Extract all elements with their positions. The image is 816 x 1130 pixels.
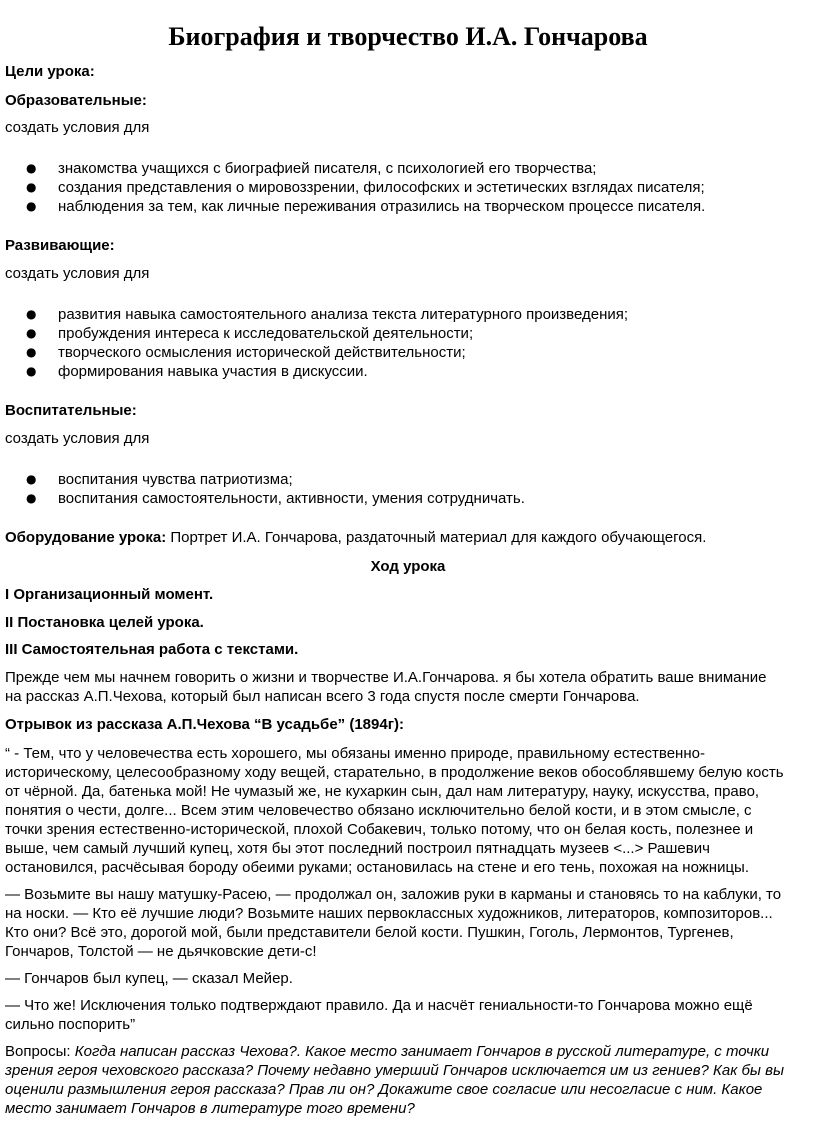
stage-heading: II Постановка целей урока.: [5, 614, 204, 631]
question-text: место занимает Гончаров в литературе того времени?: [5, 1100, 415, 1117]
list-item: знакомства учащихся с биографией писателя, с психологией его творчества;: [58, 160, 597, 177]
quote-line: понятия о чести, долге... Всем этим человечество обязано исключительно белой кости, и в этом смысле, с: [5, 802, 752, 819]
quote-line: остановился, расчёсывая бороду обеими руками; остановилась на стене и его тень, похожая на ножницы.: [5, 859, 749, 876]
bullet-icon: ●: [26, 161, 37, 175]
developing-intro: создать условия для: [5, 265, 150, 282]
equipment-label: Оборудование урока:: [5, 529, 167, 546]
question-text: зрения героя чеховского рассказа? Почему недавно умерший Гончаров исключается им из гениев? Как бы вы: [5, 1062, 784, 1079]
intro-line: Прежде чем мы начнем говорить о жизни и творчестве И.А.Гончарова. я бы хотела обратить ваше внимание: [5, 669, 767, 686]
quote-line: выше, чем самый лучший купец, хотя бы этот последний построил пятнадцать музеев <...> Рашевич: [5, 840, 710, 857]
intro-line: на рассказ А.П.Чехова, который был написан всего 3 года спустя после смерти Гончарова.: [5, 688, 640, 705]
questions-label: Вопросы:: [5, 1043, 75, 1060]
quote-line: точки зрения естественно-исторической, плохой Собакевич, только потому, что он белая кость, полезнее и: [5, 821, 754, 838]
quote-line: — Гончаров был купец, — сказал Мейер.: [5, 970, 293, 987]
question-text: оценили размышления героя рассказа? Прав ли он? Докажите свое согласие или несогласие с ним. Какое: [5, 1081, 763, 1098]
bullet-icon: ●: [26, 180, 37, 194]
question-text: Когда написан рассказ Чехова?. Какое место занимает Гончаров в русской литературе, с точки: [74, 1043, 770, 1060]
list-item: наблюдения за тем, как личные переживания отразились на творческом процессе писателя.: [58, 198, 706, 215]
quote-line: сильно поспорить”: [5, 1016, 136, 1033]
equipment-line: [5, 528, 706, 547]
excerpt-heading: Отрывок из рассказа А.П.Чехова “В усадьбе” (1894г):: [5, 716, 404, 733]
quote-line: от чёрной. Да, батенька мой! Не чумазый же, не кухаркин сын, дал нам литературу, науку, искусства, право,: [5, 783, 760, 800]
upbringing-intro: создать условия для: [5, 430, 150, 447]
bullet-icon: ●: [26, 307, 37, 321]
quote-line: “ - Тем, что у человечества есть хорошего, мы обязаны именно природе, правильному естественно-: [5, 745, 705, 762]
quote-line: — Возьмите вы нашу матушку-Расею, — продолжал он, заложив руки в карманы и становясь то на каблуки, то: [5, 886, 782, 903]
bullet-icon: ●: [26, 199, 37, 213]
quote-line: на носки. — Кто её лучшие люди? Возьмите наших первоклассных художников, литераторов, композиторов...: [5, 905, 773, 922]
quote-line: историческому, целесообразному ходу вещей, старательно, в продолжение веков обособлявшему белую кость: [5, 764, 784, 781]
upbringing-heading: Воспитательные:: [5, 402, 137, 419]
list-item: формирования навыка участия в дискуссии.: [58, 363, 368, 380]
list-item: воспитания чувства патриотизма;: [58, 471, 293, 488]
bullet-icon: ●: [26, 345, 37, 359]
list-item: развития навыка самостоятельного анализа текста литературного произведения;: [58, 306, 629, 323]
developing-heading: Развивающие:: [5, 237, 115, 254]
quote-line: Гончаров, Толстой — не дьячковские дети-с!: [5, 943, 317, 960]
bullet-icon: ●: [26, 326, 37, 340]
educational-intro: создать условия для: [5, 119, 150, 136]
document-title: Биография и творчество И.А. Гончарова: [168, 22, 648, 51]
list-item: пробуждения интереса к исследовательской деятельности;: [58, 325, 474, 342]
equipment-text: Портрет И.А. Гончарова, раздаточный материал для каждого обучающегося.: [166, 529, 707, 546]
educational-heading: Образовательные:: [5, 92, 147, 109]
quote-line: — Что же! Исключения только подтверждают правило. Да и насчёт гениальности-то Гончарова можно ещё: [5, 997, 753, 1014]
stage-heading: III Самостоятельная работа с текстами.: [5, 641, 299, 658]
quote-line: Кто они? Всё это, дорогой мой, были представители белой кости. Пушкин, Гоголь, Лермонтов, Тургенев,: [5, 924, 734, 941]
bullet-icon: ●: [26, 472, 37, 486]
list-item: воспитания самостоятельности, активности, умения сотрудничать.: [58, 490, 525, 507]
questions-line: [5, 1042, 769, 1061]
stage-heading: I Организационный момент.: [5, 586, 214, 603]
bullet-icon: ●: [26, 491, 37, 505]
lesson-heading: Ход урока: [370, 558, 446, 575]
list-item: создания представления о мировоззрении, философских и эстетических взглядах писателя;: [58, 179, 705, 196]
goals-heading: Цели урока:: [5, 63, 95, 80]
list-item: творческого осмысления исторической действительности;: [58, 344, 466, 361]
bullet-icon: ●: [26, 364, 37, 378]
